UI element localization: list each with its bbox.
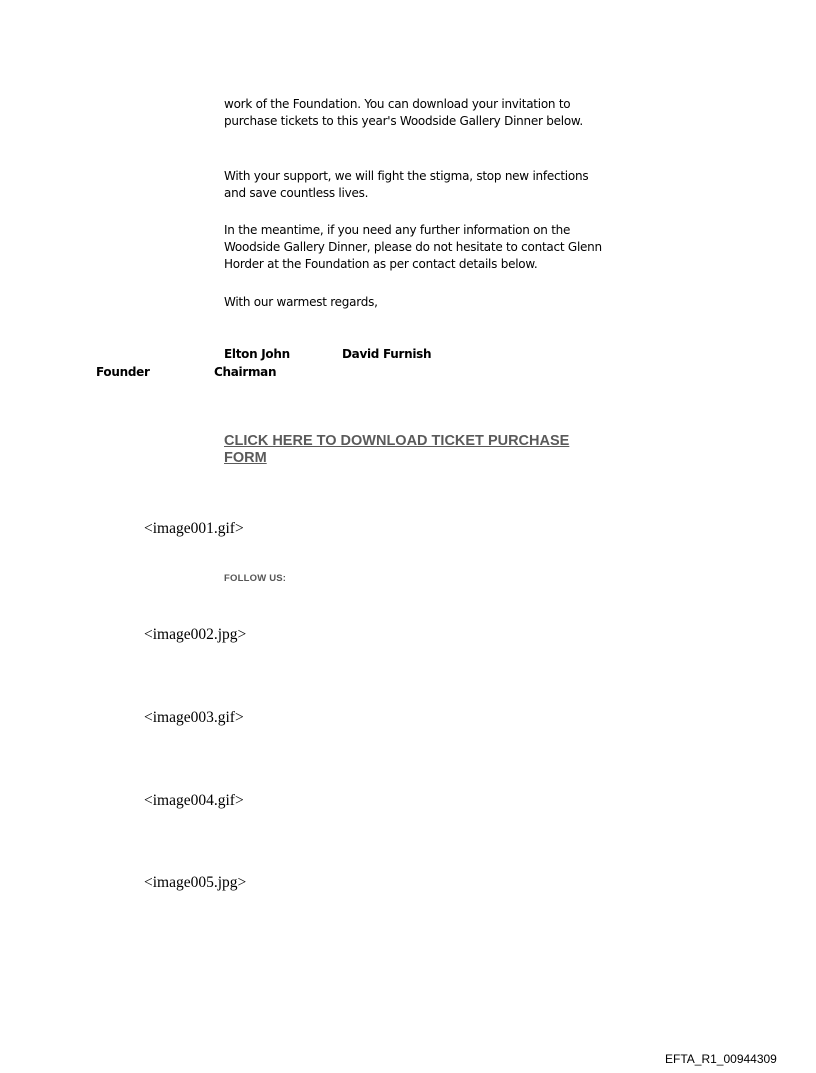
signature-name-david-furnish: David Furnish xyxy=(342,347,432,361)
signature-title-founder: Founder xyxy=(96,365,150,379)
image-placeholder-004: <image004.gif> xyxy=(144,792,244,809)
letter-paragraph-invitation: work of the Foundation. You can download your invitation to purchase tickets to this year's Woodside Gallery Dinner below. xyxy=(224,97,583,129)
document-id: EFTA_R1_00944309 xyxy=(665,1052,777,1066)
letter-closing: With our warmest regards, xyxy=(224,295,378,309)
image-placeholder-005: <image005.jpg> xyxy=(144,874,247,891)
download-ticket-form-link[interactable]: CLICK HERE TO DOWNLOAD TICKET PURCHASE FORM xyxy=(224,433,570,466)
image-placeholder-002: <image002.jpg> xyxy=(144,626,247,643)
letter-paragraph-support: With your support, we will fight the stigma, stop new infections and save countless lives. xyxy=(224,169,589,201)
follow-us-label: FOLLOW US: xyxy=(224,573,287,584)
image-placeholder-003: <image003.gif> xyxy=(144,709,244,726)
letter-paragraph-contact: In the meantime, if you need any further information on the Woodside Gallery Dinner, please do not hesitate to contact Glenn Horder at the Foundation as per contact details below. xyxy=(224,223,602,272)
signature-title-chairman: Chairman xyxy=(214,365,277,379)
signature-name-elton-john: Elton John xyxy=(224,347,290,361)
image-placeholder-001: <image001.gif> xyxy=(144,520,244,537)
